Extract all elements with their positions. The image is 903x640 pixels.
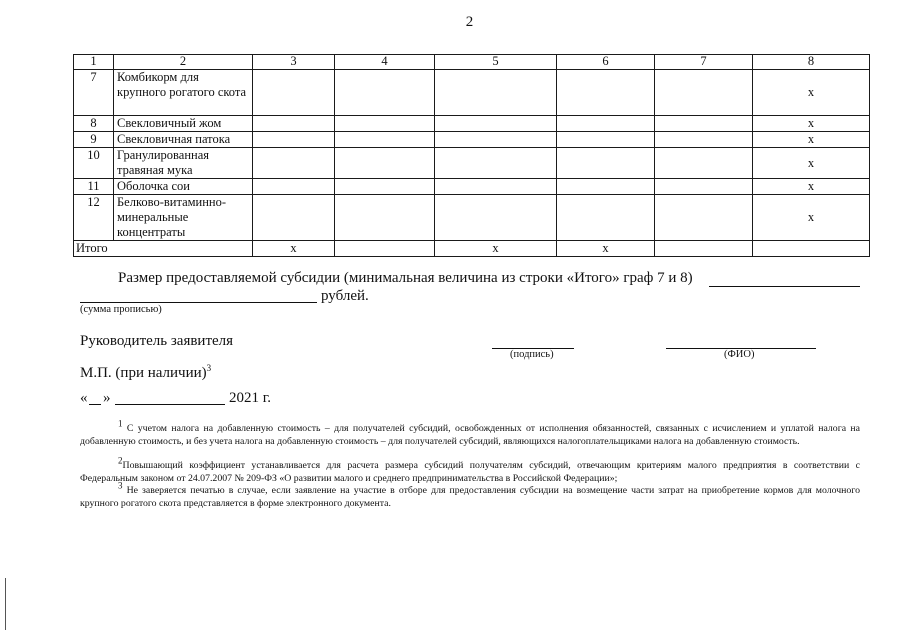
table-row [74, 132, 870, 148]
subsidy-text: Размер предоставляемой субсидии (минимальная величина из строки «Итого» граф 7 и 8) [118, 270, 693, 286]
scan-margin-mark [5, 578, 6, 630]
row-number: 9 [74, 132, 114, 148]
table-cell [655, 241, 753, 257]
table-cell [655, 132, 753, 148]
subsidy-amount-line [709, 271, 860, 287]
footnote-text: Не заверяется печатью в случае, если заявление на участие в отборе для предоставления субсидии на возмещение части затрат на приобретение кормов для молочного крупного рогатого скота представляется в форме электронного документа. [80, 485, 861, 509]
table-cell [253, 195, 335, 241]
table-cell [253, 70, 335, 116]
footnote-3 [80, 480, 861, 510]
table-cell [335, 179, 435, 195]
feed-name: Свекловичный жом [114, 116, 253, 132]
feed-costs-table [73, 54, 870, 257]
page-number: 2 [465, 14, 474, 30]
table-cell [335, 132, 435, 148]
cross-mark: x [753, 195, 870, 241]
table-cell [435, 195, 557, 241]
table-cell [253, 132, 335, 148]
seal-label-text: М.П. (при наличии) [80, 365, 207, 381]
feed-name: Белково-витаминно-минеральные концентраты [114, 195, 253, 241]
table-cell [655, 70, 753, 116]
amount-in-words-line [80, 287, 317, 303]
table-cell [655, 116, 753, 132]
cross-mark: x [753, 148, 870, 179]
table-cell [557, 195, 655, 241]
table-cell [335, 195, 435, 241]
table-cell [435, 179, 557, 195]
signature-line [492, 334, 574, 349]
date-close-quote: » [103, 390, 111, 406]
table-cell [655, 179, 753, 195]
column-header: 8 [753, 55, 870, 70]
seal-footnote-mark: 3 [206, 363, 212, 373]
table-row [74, 179, 870, 195]
date-open-quote: « [80, 390, 88, 406]
table-row [74, 148, 870, 179]
footnote-2 [80, 455, 860, 485]
table-cell [253, 179, 335, 195]
table-cell [655, 148, 753, 179]
cross-mark: x [753, 116, 870, 132]
column-header: 3 [253, 55, 335, 70]
table-cell [753, 241, 870, 257]
head-label: Руководитель заявителя [80, 333, 234, 349]
column-header: 6 [557, 55, 655, 70]
footnote-text: С учетом налога на добавленную стоимость – для получателей субсидий, освобожденных от исполнения обязанностей, связанных с исчислением и уплатой налога на добавленную стоимость, и без учета налога на добавленную стоимость – для получателей субсидий, являющихся налогоплательщиками налога на добавленную стоимость. [80, 423, 861, 447]
table-cell [335, 116, 435, 132]
cross-mark: x [253, 241, 335, 257]
date-day-line [89, 389, 101, 405]
row-number: 11 [74, 179, 114, 195]
table-row [74, 70, 870, 116]
column-header: 5 [435, 55, 557, 70]
date-month-line [115, 389, 225, 405]
footnote-text: Повышающий коэффициент устанавливается для расчета размера субсидий получателям субсидий, отвечающим критериям малого предприятия в соответствии с Федеральным законом от 24.07.2007 № 209-ФЗ «О развитии малого и среднего предпринимательства в Российской Федерации»; [80, 460, 860, 484]
feed-name: Комбикорм для крупного рогатого скота [114, 70, 253, 116]
seal-label [80, 363, 211, 383]
column-header: 4 [335, 55, 435, 70]
table-cell [253, 116, 335, 132]
cross-mark: x [753, 179, 870, 195]
date-year: 2021 г. [229, 390, 271, 406]
total-row [74, 241, 870, 257]
table-row [74, 116, 870, 132]
cross-mark: x [557, 241, 655, 257]
total-label: Итого [74, 241, 253, 257]
table-cell [335, 70, 435, 116]
table-cell [335, 148, 435, 179]
cross-mark: x [753, 70, 870, 116]
row-number: 8 [74, 116, 114, 132]
table-cell [435, 148, 557, 179]
table-cell [655, 195, 753, 241]
footnote-mark: 1 [118, 418, 123, 429]
table-cell [435, 132, 557, 148]
table-cell [557, 148, 655, 179]
table-cell [435, 70, 557, 116]
feed-name: Свекловичная патока [114, 132, 253, 148]
feed-name: Гранулированная травяная мука [114, 148, 253, 179]
table-cell [557, 132, 655, 148]
currency-label: рублей. [321, 288, 369, 304]
column-header: 7 [655, 55, 753, 70]
column-header: 1 [74, 55, 114, 70]
table-header-row [74, 55, 870, 70]
amount-caption: (сумма прописью) [80, 304, 162, 315]
row-number: 12 [74, 195, 114, 241]
table-row [74, 195, 870, 241]
cross-mark: x [435, 241, 557, 257]
footnote-1 [80, 418, 861, 448]
table-cell [557, 179, 655, 195]
footnote-mark: 3 [118, 480, 123, 491]
footnote-mark: 2 [118, 455, 123, 466]
row-number: 10 [74, 148, 114, 179]
cross-mark: x [753, 132, 870, 148]
signature-caption: (подпись) [510, 349, 554, 360]
table-cell [435, 116, 557, 132]
row-number: 7 [74, 70, 114, 116]
full-name-line [666, 334, 816, 349]
full-name-caption: (ФИО) [724, 349, 755, 360]
table-cell [335, 241, 435, 257]
feed-name: Оболочка сои [114, 179, 253, 195]
table-cell [557, 70, 655, 116]
table-cell [557, 116, 655, 132]
table-cell [253, 148, 335, 179]
column-header: 2 [114, 55, 253, 70]
